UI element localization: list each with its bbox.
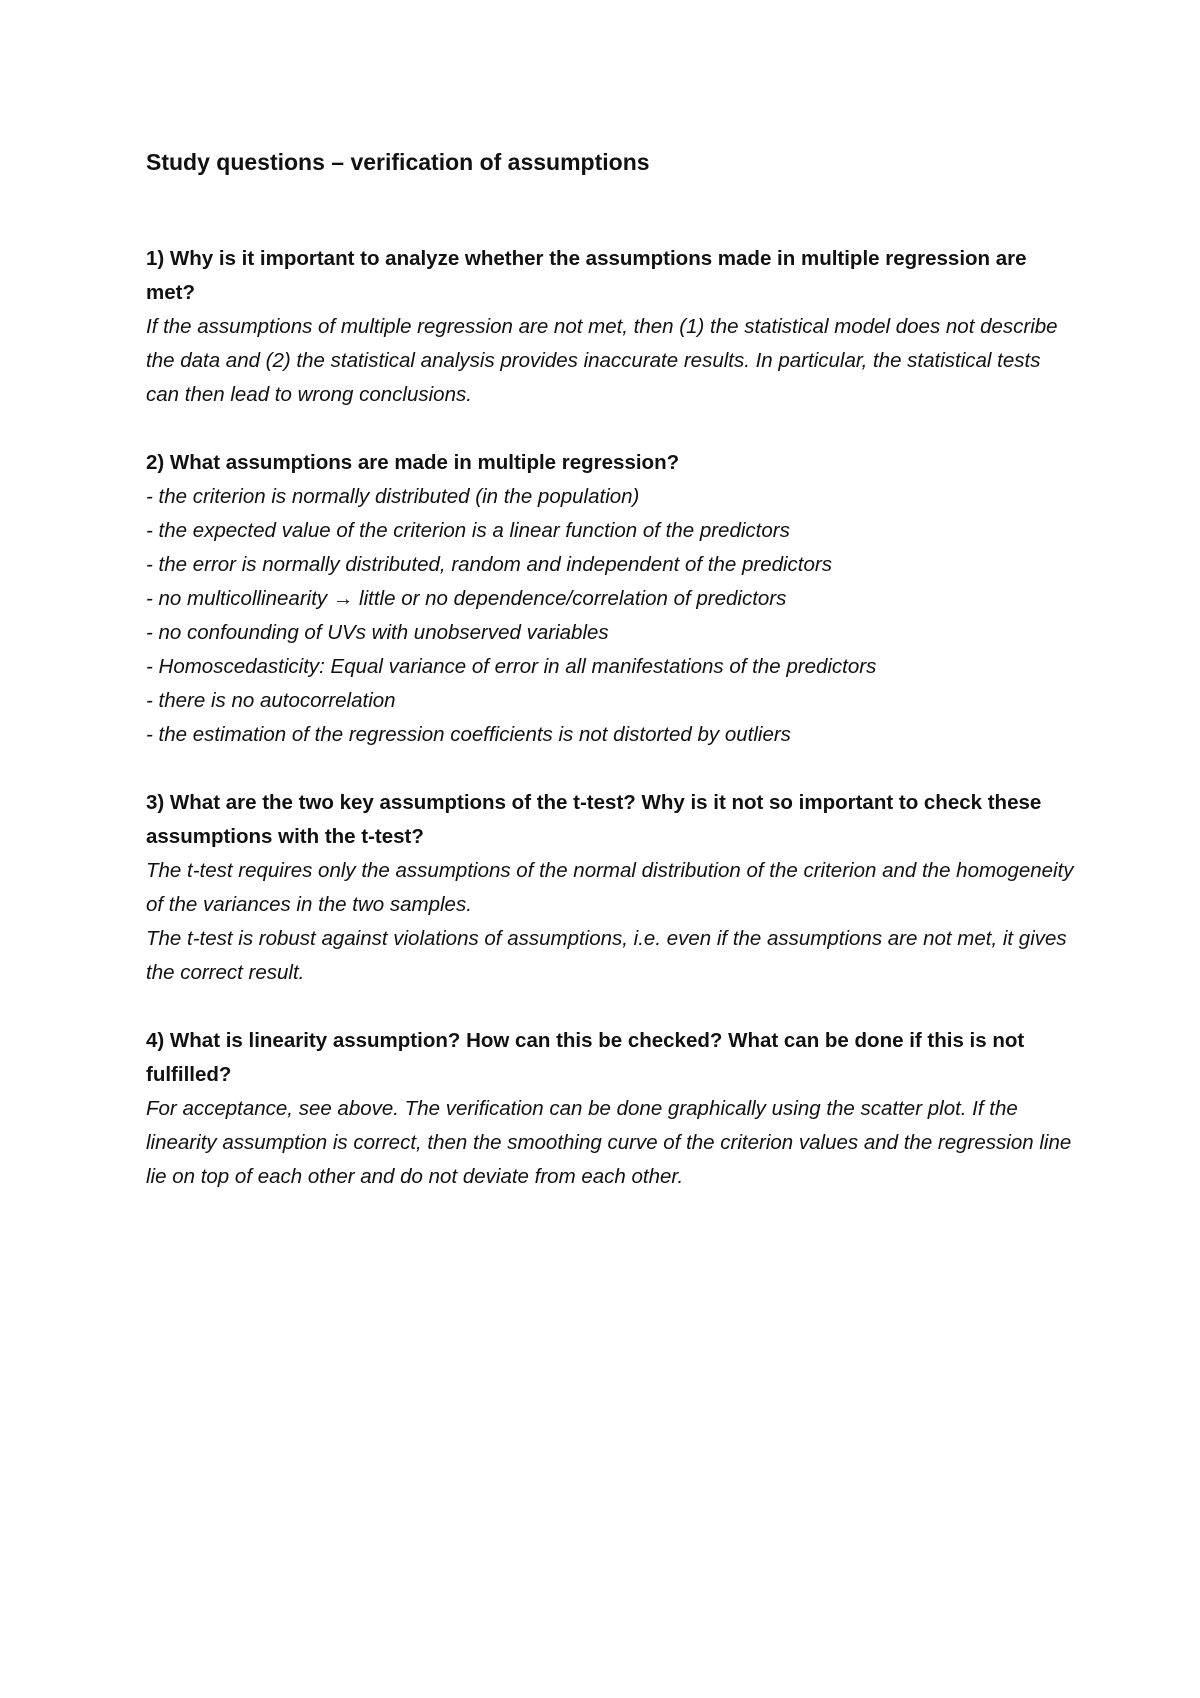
question-3: 3) What are the two key assumptions of the t-test? Why is it not so important to check these assumptions with the t-test? [146, 791, 1042, 848]
question-1: 1) Why is it important to analyze whether the assumptions made in multiple regression are met? [146, 247, 1027, 304]
question-block-3 [146, 786, 1076, 990]
answer-4: For acceptance, see above. The verification can be done graphically using the scatter plot. If the linearity assumption is correct, then the smoothing curve of the criterion values and the regression line lie on top of each other and do not deviate from each other. [146, 1097, 1072, 1188]
answer-3-part-2: The t-test is robust against violations of assumptions, i.e. even if the assumptions are not met, it gives the correct result. [146, 927, 1067, 984]
list-item: - the error is normally distributed, random and independent of the predictors [146, 553, 832, 576]
list-item: - the expected value of the criterion is a linear function of the predictors [146, 519, 790, 542]
answer-3-part-1: The t-test requires only the assumptions of the normal distribution of the criterion and the homogeneity of the variances in the two samples. [146, 859, 1074, 916]
list-item: - the criterion is normally distributed (in the population) [146, 485, 640, 508]
answer-1: If the assumptions of multiple regression are not met, then (1) the statistical model does not describe the data and (2) the statistical analysis provides inaccurate results. In particular, the statistical tests can then lead to wrong conclusions. [146, 315, 1058, 406]
list-item: - no confounding of UVs with unobserved variables [146, 621, 609, 644]
list-item: - there is no autocorrelation [146, 689, 396, 712]
question-block-4 [146, 1024, 1076, 1194]
document-title: Study questions – verification of assumptions [146, 149, 650, 175]
list-item: - no multicollinearity → little or no dependence/correlation of predictors [146, 587, 787, 610]
list-item: - the estimation of the regression coefficients is not distorted by outliers [146, 723, 791, 746]
list-item: - Homoscedasticity: Equal variance of error in all manifestations of the predictors [146, 655, 877, 678]
question-block-2 [146, 446, 1076, 752]
question-block-1 [146, 242, 1076, 412]
document-page [146, 146, 1076, 1228]
question-2: 2) What assumptions are made in multiple regression? [146, 451, 680, 474]
assumptions-list [146, 480, 1076, 752]
question-4: 4) What is linearity assumption? How can this be checked? What can be done if this is not fulfilled? [146, 1029, 1025, 1086]
